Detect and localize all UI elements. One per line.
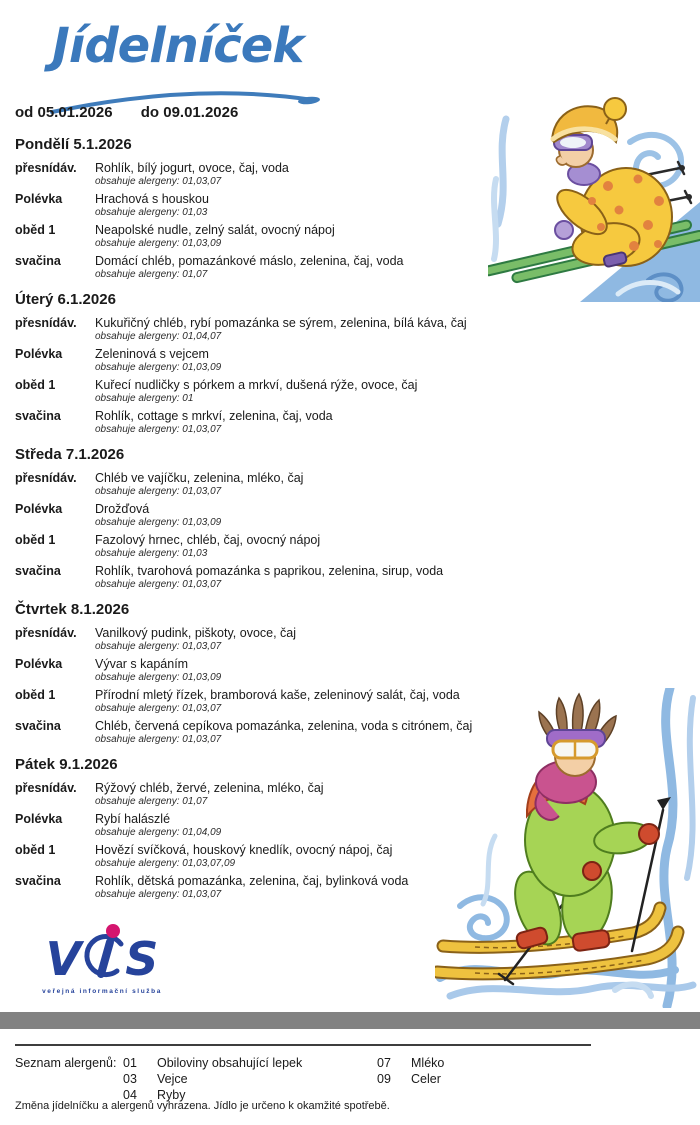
allergen-code: 01 (123, 1056, 137, 1070)
menu-row (15, 843, 507, 870)
meal-cell (95, 533, 507, 560)
day-rows (15, 471, 507, 591)
skier-top-illustration (488, 84, 700, 302)
menu-row (15, 626, 507, 653)
allergen-col-1 (123, 1055, 302, 1103)
allergen-note: obsahuje alergeny: 01,03,07 (95, 703, 222, 714)
course-label: přesnídáv. (15, 316, 77, 330)
meal-text: Zeleninová s vejcem (95, 347, 209, 361)
meal-text: Drožďová (95, 502, 150, 516)
menu-row (15, 471, 507, 498)
meal-text: Vývar s kapáním (95, 657, 189, 671)
allergen-note: obsahuje alergeny: 01 (95, 393, 194, 404)
course-label: svačina (15, 564, 61, 578)
allergen-divider-line (15, 1044, 591, 1046)
allergen-item (123, 1071, 302, 1087)
allergen-name: Vejce (157, 1072, 188, 1086)
meal-text: Rohlík, bílý jogurt, ovoce, čaj, voda (95, 161, 289, 175)
meal-cell (95, 223, 507, 250)
course-label: přesnídáv. (15, 161, 77, 175)
course-label: oběd 1 (15, 223, 56, 237)
allergen-note: obsahuje alergeny: 01,03,07 (95, 889, 222, 900)
allergen-note: obsahuje alergeny: 01,03,07 (95, 424, 222, 435)
meal-cell (95, 564, 507, 591)
menu-row (15, 874, 507, 901)
allergen-code: 03 (123, 1072, 137, 1086)
menu-row (15, 564, 507, 591)
vis-stylized-i-icon (77, 922, 129, 984)
course-label: svačina (15, 409, 61, 423)
menu-row (15, 223, 507, 250)
allergen-item (377, 1071, 444, 1087)
meal-text: Fazolový hrnec, chléb, čaj, ovocný nápoj (95, 533, 321, 547)
meal-cell (95, 161, 507, 188)
day-rows (15, 781, 507, 901)
allergen-note: obsahuje alergeny: 01,03 (95, 548, 208, 559)
meal-text: Přírodní mletý řízek, bramborová kaše, zeleninový salát, čaj, voda (95, 688, 460, 702)
date-from: od 05.01.2026 (15, 104, 113, 121)
allergen-note: obsahuje alergeny: 01,03,09 (95, 517, 222, 528)
allergen-list-label: Seznam alergenů: (15, 1056, 117, 1070)
allergen-note: obsahuje alergeny: 01,03,07 (95, 579, 222, 590)
meal-cell (95, 657, 507, 684)
allergen-note: obsahuje alergeny: 01,03,07 (95, 486, 222, 497)
day-rows (15, 626, 507, 746)
bottom-gray-bar (0, 1012, 700, 1029)
allergen-code: 04 (123, 1088, 137, 1102)
allergen-note: obsahuje alergeny: 01,04,09 (95, 827, 222, 838)
meal-text: Rohlík, dětská pomazánka, zelenina, čaj, bylinková voda (95, 874, 409, 888)
menu-row (15, 719, 507, 746)
meal-text: Kuřecí nudličky s pórkem a mrkví, dušená rýže, ovoce, čaj (95, 378, 418, 392)
date-to: do 09.01.2026 (140, 104, 239, 121)
course-label: Polévka (15, 812, 63, 826)
allergen-code: 09 (377, 1072, 391, 1086)
day-title: Pondělí 5.1.2026 (15, 136, 132, 153)
meal-text: Neapolské nudle, zelný salát, ovocný nápoj (95, 223, 335, 237)
menu-row (15, 533, 507, 560)
day-block (15, 756, 507, 901)
menu-days (15, 136, 507, 911)
allergen-note: obsahuje alergeny: 01,03 (95, 207, 208, 218)
meal-text: Kukuřičný chléb, rybí pomazánka se sýrem, zelenina, bílá káva, čaj (95, 316, 467, 330)
course-label: oběd 1 (15, 378, 56, 392)
menu-row (15, 502, 507, 529)
allergen-note: obsahuje alergeny: 01,03,09 (95, 672, 222, 683)
skier-body (550, 98, 672, 271)
allergen-col-2 (377, 1055, 444, 1087)
day-title: Středa 7.1.2026 (15, 446, 125, 463)
vis-letter-v: V (45, 932, 82, 986)
meal-cell (95, 254, 507, 281)
course-label: Polévka (15, 502, 63, 516)
day-block (15, 601, 507, 746)
day-title: Pátek 9.1.2026 (15, 756, 118, 773)
allergen-note: obsahuje alergeny: 01,03,09 (95, 362, 222, 373)
skier-body (506, 694, 659, 951)
menu-row (15, 781, 507, 808)
meal-text: Hrachová s houskou (95, 192, 209, 206)
course-label: oběd 1 (15, 843, 56, 857)
day-rows (15, 316, 507, 436)
menu-row (15, 316, 507, 343)
vis-logo-mark (38, 926, 166, 984)
page-title: Jídelníček (52, 18, 304, 74)
allergen-name: Celer (411, 1072, 441, 1086)
skier-bottom-illustration (435, 688, 700, 1008)
course-label: svačina (15, 874, 61, 888)
meal-cell (95, 471, 507, 498)
course-label: svačina (15, 719, 61, 733)
allergen-note: obsahuje alergeny: 01,07 (95, 269, 208, 280)
meal-text: Rohlík, tvarohová pomazánka s paprikou, zelenina, sirup, voda (95, 564, 444, 578)
meal-text: Chléb ve vajíčku, zelenina, mléko, čaj (95, 471, 304, 485)
course-label: oběd 1 (15, 533, 56, 547)
menu-row (15, 657, 507, 684)
menu-row (15, 347, 507, 374)
meal-cell (95, 378, 507, 405)
meal-cell (95, 347, 507, 374)
vis-logo (38, 926, 166, 995)
date-range (15, 104, 238, 121)
menu-row (15, 161, 507, 188)
allergen-note: obsahuje alergeny: 01,03,07 (95, 734, 222, 745)
course-label: Polévka (15, 192, 63, 206)
footer-note: Změna jídelníčku a alergenů vyhrazena. Jídlo je určeno k okamžité spotřebě. (15, 1100, 390, 1112)
day-block (15, 291, 507, 436)
allergen-name: Obiloviny obsahující lepek (157, 1056, 303, 1070)
course-label: Polévka (15, 657, 63, 671)
allergen-note: obsahuje alergeny: 01,04,07 (95, 331, 222, 342)
course-label: svačina (15, 254, 61, 268)
meal-text: Domácí chléb, pomazánkové máslo, zelenina, čaj, voda (95, 254, 404, 268)
vis-tagline: veřejná informační služba (42, 988, 162, 995)
allergen-note: obsahuje alergeny: 01,03,07 (95, 176, 222, 187)
meal-text: Hovězí svíčková, houskový knedlík, ovocný nápoj, čaj (95, 843, 393, 857)
vis-letter-s: S (125, 932, 159, 986)
allergen-item (123, 1055, 302, 1071)
allergen-code: 07 (377, 1056, 391, 1070)
meal-text: Rýžový chléb, žervé, zelenina, mléko, čaj (95, 781, 324, 795)
course-label: přesnídáv. (15, 626, 77, 640)
meal-cell (95, 626, 507, 653)
allergen-note: obsahuje alergeny: 01,07 (95, 796, 208, 807)
day-title: Úterý 6.1.2026 (15, 291, 116, 308)
meal-cell (95, 502, 507, 529)
allergen-name: Ryby (157, 1088, 186, 1102)
meal-cell (95, 192, 507, 219)
allergen-name: Mléko (411, 1056, 445, 1070)
day-block (15, 136, 507, 281)
allergen-note: obsahuje alergeny: 01,03,09 (95, 238, 222, 249)
day-title: Čtvrtek 8.1.2026 (15, 601, 130, 618)
meal-cell (95, 409, 507, 436)
menu-row (15, 688, 507, 715)
menu-row (15, 254, 507, 281)
allergen-note: obsahuje alergeny: 01,03,07 (95, 641, 222, 652)
meal-text: Vanilkový pudink, piškoty, ovoce, čaj (95, 626, 297, 640)
meal-text: Rohlík, cottage s mrkví, zelenina, čaj, voda (95, 409, 333, 423)
course-label: přesnídáv. (15, 471, 77, 485)
allergen-item (377, 1055, 444, 1071)
menu-row (15, 192, 507, 219)
menu-row (15, 409, 507, 436)
allergen-note: obsahuje alergeny: 01,03,07,09 (95, 858, 236, 869)
day-block (15, 446, 507, 591)
menu-row (15, 812, 507, 839)
course-label: přesnídáv. (15, 781, 77, 795)
menu-row (15, 378, 507, 405)
allergen-section (15, 1044, 591, 1102)
meal-text: Rybí halászlé (95, 812, 171, 826)
meal-cell (95, 316, 507, 343)
course-label: Polévka (15, 347, 63, 361)
meal-text: Chléb, červená cepíkova pomazánka, zelenina, voda s citrónem, čaj (95, 719, 473, 733)
course-label: oběd 1 (15, 688, 56, 702)
day-rows (15, 161, 507, 281)
